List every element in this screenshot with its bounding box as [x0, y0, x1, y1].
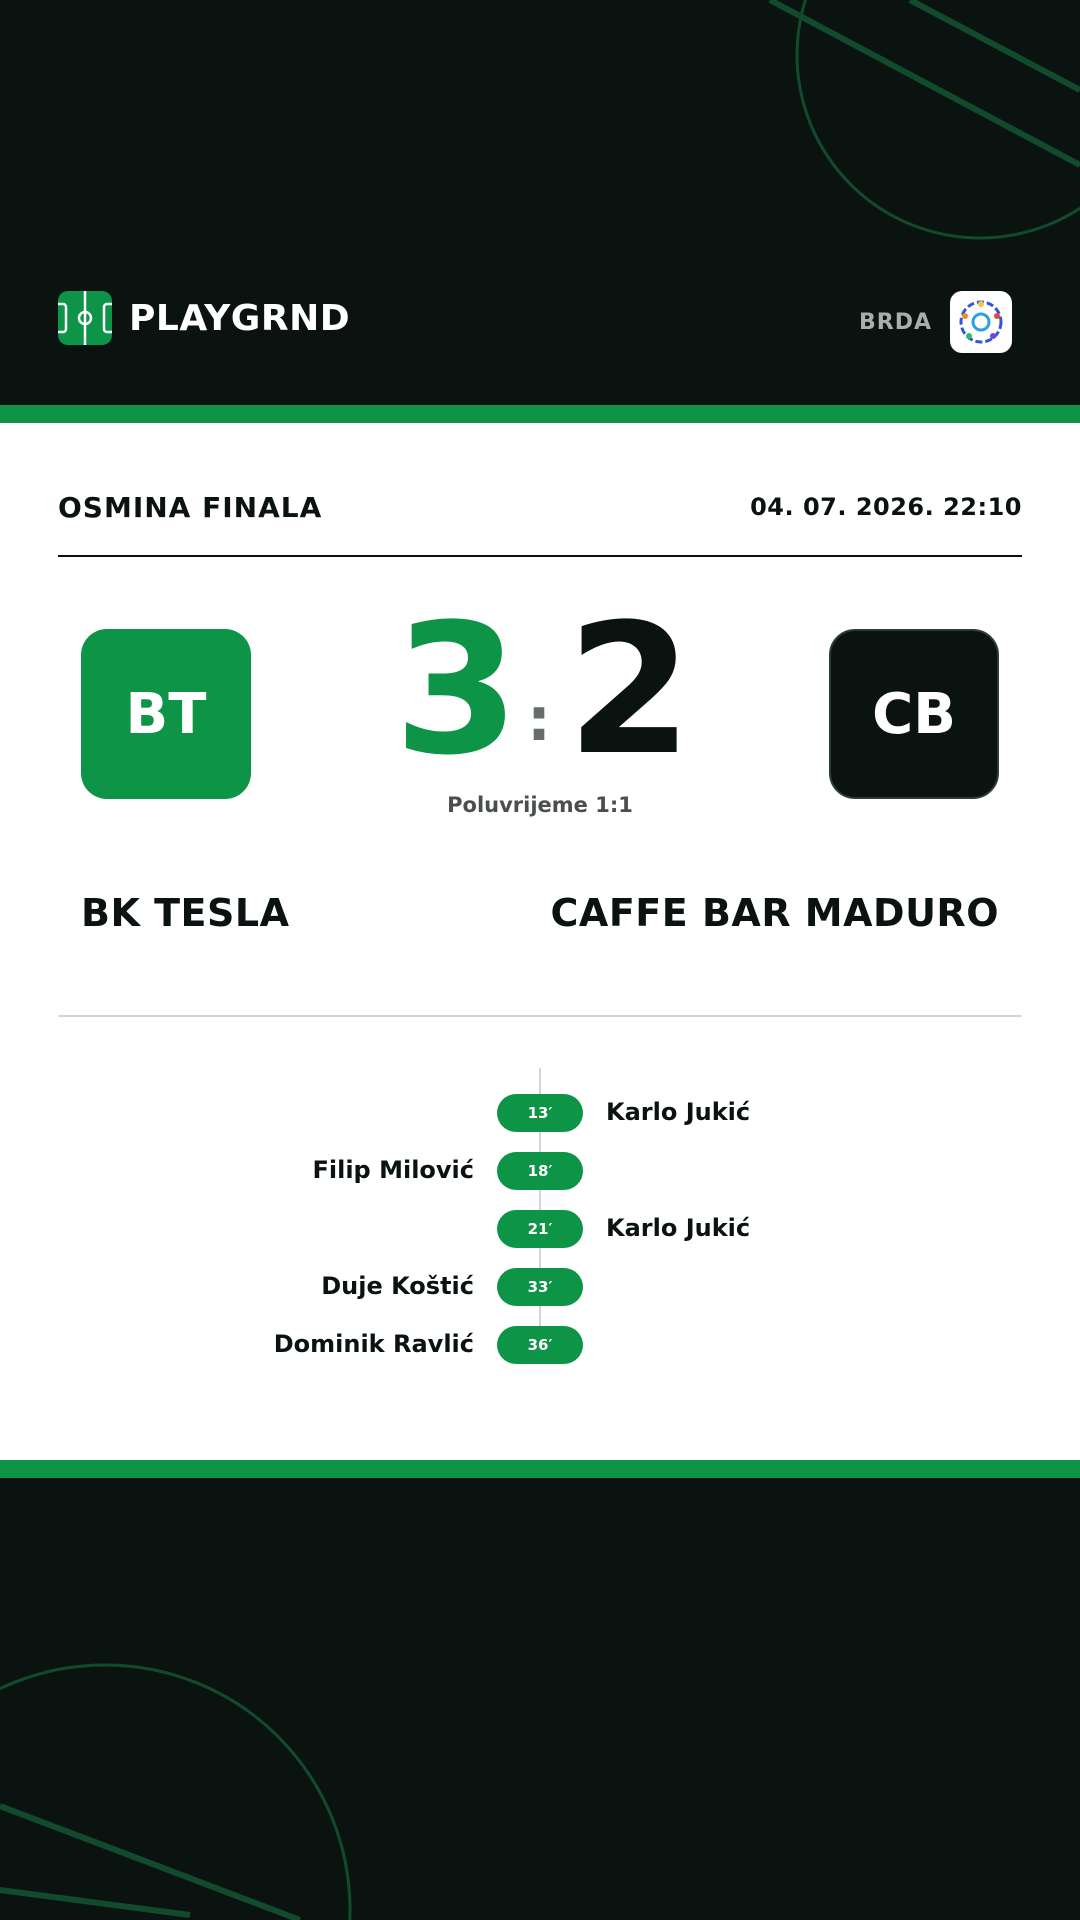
home-scorer: Filip Milović	[312, 1156, 474, 1184]
goal-minute-badge: 36′	[497, 1326, 583, 1364]
divider	[58, 1015, 1022, 1017]
goal-event	[0, 1268, 1080, 1308]
goal-event	[0, 1326, 1080, 1366]
accent-stripe-bottom	[0, 1460, 1080, 1478]
home-team-badge	[81, 629, 251, 799]
header	[0, 0, 1080, 405]
league-label: BRDA	[859, 309, 932, 335]
accent-stripe-top	[0, 405, 1080, 423]
pitch-lines-decoration-bottom	[0, 1478, 1080, 1920]
home-scorer: Dominik Ravlić	[273, 1330, 474, 1358]
away-scorer: Karlo Jukić	[606, 1098, 751, 1126]
home-team-name: BK TESLA	[81, 891, 290, 935]
away-team-badge	[829, 629, 999, 799]
away-scorer: Karlo Jukić	[606, 1214, 751, 1242]
goal-minute-badge: 13′	[497, 1094, 583, 1132]
goal-minute-badge: 21′	[497, 1210, 583, 1248]
away-team-name: CAFFE BAR MADURO	[550, 891, 999, 935]
home-scorer: Duje Koštić	[321, 1272, 474, 1300]
match-card	[0, 423, 1080, 1460]
goal-event	[0, 1094, 1080, 1134]
league	[859, 291, 1012, 353]
divider	[58, 555, 1022, 557]
goal-minute-badge: 18′	[497, 1152, 583, 1190]
home-score: 3	[394, 586, 520, 795]
brand	[58, 291, 350, 345]
goal-event	[0, 1210, 1080, 1250]
league-ring-icon	[950, 291, 1012, 353]
goal-minute-badge: 33′	[497, 1268, 583, 1306]
match-round: OSMINA FINALA	[58, 491, 323, 524]
away-team-initials: CB	[872, 681, 956, 747]
score-separator: :	[527, 685, 551, 755]
away-score: 2	[567, 586, 693, 795]
halftime-score: Poluvrijeme 1:1	[447, 793, 633, 817]
football-pitch-icon	[58, 291, 112, 345]
match-datetime: 04. 07. 2026. 22:10	[750, 493, 1022, 521]
brand-name: PLAYGRND	[129, 297, 351, 339]
home-team-initials: BT	[125, 681, 207, 747]
goal-event	[0, 1152, 1080, 1192]
